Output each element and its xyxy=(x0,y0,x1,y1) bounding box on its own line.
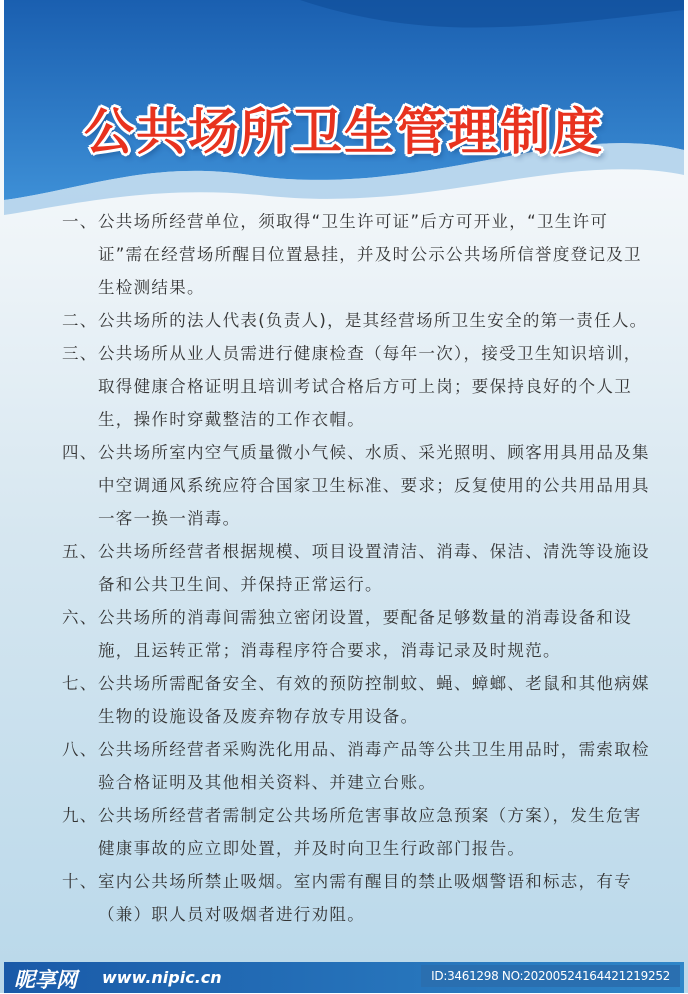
rule-line: 公共场所经营单位，须取得“卫生许可证”后方可开业，“卫生许可 xyxy=(98,212,609,231)
rule-line: 公共场所室内空气质量微小气候、水质、采光照明、顾客用具用品及集 xyxy=(98,443,650,462)
rule-text xyxy=(98,535,650,601)
rule-number: 一、 xyxy=(62,212,98,231)
rule-line: 室内公共场所禁止吸烟。室内需有醒目的禁止吸烟警语和标志，有专 xyxy=(98,872,632,891)
rule-line: 生物的设施设备及废弃物存放专用设备。 xyxy=(98,707,419,726)
rule-item xyxy=(62,733,650,799)
rule-line: 施，且运转正常；消毒程序符合要求，消毒记录及时规范。 xyxy=(98,641,561,660)
rule-item xyxy=(62,205,642,304)
rule-item xyxy=(62,535,650,601)
rule-line: 验合格证明及其他相关资料、并建立台账。 xyxy=(98,773,437,792)
rules-list xyxy=(62,205,650,931)
rule-text xyxy=(98,799,642,865)
rule-line: 生检测结果。 xyxy=(98,278,205,297)
rule-number: 七、 xyxy=(62,674,98,693)
rule-line: 公共场所经营者需制定公共场所危害事故应急预案（方案），发生危害 xyxy=(98,806,642,825)
rule-text xyxy=(98,304,647,337)
rule-line: 公共场所经营者根据规模、项目设置清洁、消毒、保洁、清洗等设施设 xyxy=(98,542,650,561)
rule-item xyxy=(62,865,642,931)
rule-text xyxy=(98,733,650,799)
nipic-logo: 昵享网 xyxy=(14,968,77,992)
rule-number: 三、 xyxy=(62,344,98,363)
rule-line: 公共场所的消毒间需独立密闭设置，要配备足够数量的消毒设备和设 xyxy=(98,608,632,627)
rule-item xyxy=(62,667,650,733)
rule-line: 公共场所从业人员需进行健康检查（每年一次），接受卫生知识培训， xyxy=(98,344,642,363)
rule-line: 生，操作时穿戴整洁的工作衣帽。 xyxy=(98,410,365,429)
rule-number: 九、 xyxy=(62,806,98,825)
rule-text xyxy=(98,337,642,436)
rule-item xyxy=(62,304,648,337)
rule-text xyxy=(98,601,632,667)
image-id: ID:3461298 NO:20200524164421219252 xyxy=(421,965,680,987)
rule-item xyxy=(62,436,650,535)
rule-text xyxy=(98,436,650,535)
rule-line: 取得健康合格证明且培训考试合格后方可上岗；要保持良好的个人卫 xyxy=(98,377,632,396)
rule-number: 五、 xyxy=(62,542,98,561)
rule-line: 一客一换一消毒。 xyxy=(98,509,241,528)
rule-number: 十、 xyxy=(62,872,98,891)
watermark-banner xyxy=(4,962,684,993)
rule-text xyxy=(98,667,650,733)
rule-text xyxy=(98,865,632,931)
rule-line: 健康事故的应立即处置，并及时向卫生行政部门报告。 xyxy=(98,839,526,858)
rule-item xyxy=(62,337,642,436)
rule-line: 备和公共卫生间、并保持正常运行。 xyxy=(98,575,383,594)
rule-line: （兼）职人员对吸烟者进行劝阻。 xyxy=(98,905,365,924)
rule-line: 公共场所需配备安全、有效的预防控制蚊、蝇、蟑螂、老鼠和其他病媒 xyxy=(98,674,650,693)
rule-line: 公共场所经营者采购洗化用品、消毒产品等公共卫生用品时，需索取检 xyxy=(98,740,650,759)
rule-line: 中空调通风系统应符合国家卫生标准、要求；反复使用的公共用品用具 xyxy=(98,476,650,495)
rule-line: 证”需在经营场所醒目位置悬挂，并及时公示公共场所信誉度登记及卫 xyxy=(98,245,642,264)
rule-number: 二、 xyxy=(62,311,98,330)
page-title: 公共场所卫生管理制度 xyxy=(84,103,604,161)
rule-text xyxy=(98,205,642,304)
rule-number: 四、 xyxy=(62,443,98,462)
site-url: www.nipic.cn xyxy=(102,968,222,987)
rule-line: 公共场所的法人代表(负责人)，是其经营场所卫生安全的第一责任人。 xyxy=(98,311,648,330)
rule-number: 八、 xyxy=(62,740,98,759)
rule-item xyxy=(62,799,642,865)
rule-number: 六、 xyxy=(62,608,98,627)
rule-item xyxy=(62,601,642,667)
